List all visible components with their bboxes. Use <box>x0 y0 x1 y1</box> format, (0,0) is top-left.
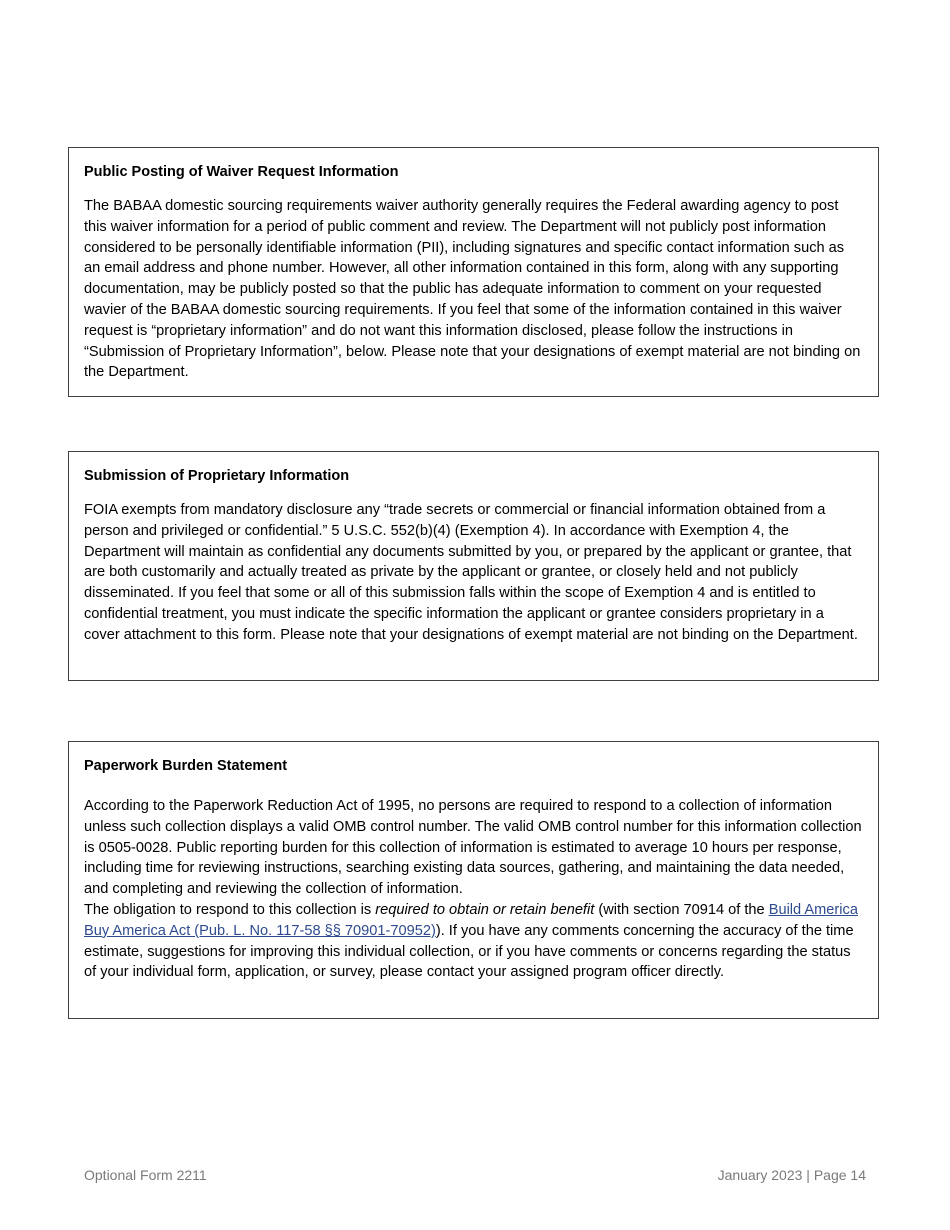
burden-paragraph: According to the Paperwork Reduction Act of 1995, no persons are required to respond to a collection of information unless such collection displays a valid OMB control number. The valid OMB control number for this information collection is 0505-0028. Public reporting burden for this collection of information is estimated to average 10 hours per response, including time for reviewing instructions, searching existing data sources, gathering, and maintaining the data needed, and completing and reviewing the collection of information. <box>84 798 862 898</box>
public-posting-section <box>68 147 879 397</box>
footer-form-number: Optional Form 2211 <box>84 1167 207 1183</box>
comments-text: ). If you have any comments concerning the accuracy of the time estimate, suggestions for improving this individual collection, or if you have comments or concerns regarding the status of your individual form, application, or survey, please contact your assigned program officer directly. <box>84 922 854 981</box>
obligation-text-cont: (with section 70914 of the <box>594 901 769 918</box>
section-title: Paperwork Burden Statement <box>84 758 288 774</box>
section-body: The BABAA domestic sourcing requirements waiver authority generally requires the Federal awarding agency to post this waiver information for a period of public comment and review. The Department will not publicly post information considered to be personally identifiable information (PII), including signatures and specific contact information such as an email address and phone number. However, all other information contained in this form, along with any supporting documentation, may be publicly posted so that the public has adequate information to comment on your requested wavier of the BABAA domestic sourcing requirements. If you feel that some of the information contained in this waiver request is “proprietary information” and do not want this information disclosed, please follow the instructions in “Submission of Proprietary Information”, below. Please note that your designations of exempt material are not binding on the Department. <box>84 198 861 381</box>
obligation-emphasis: required to obtain or retain benefit <box>375 901 595 918</box>
section-title: Public Posting of Waiver Request Information <box>84 164 399 180</box>
section-title: Submission of Proprietary Information <box>84 468 350 484</box>
babaa-act-link[interactable]: Build America Buy America Act (Pub. L. No. 117-58 §§ 70901-70952) <box>84 901 858 939</box>
footer-date-page: January 2023 | Page 14 <box>717 1167 866 1183</box>
paperwork-burden-section <box>68 741 879 1019</box>
section-body <box>84 796 863 983</box>
proprietary-information-section <box>68 451 879 681</box>
section-body: FOIA exempts from mandatory disclosure any “trade secrets or commercial or financial information obtained from a person and privileged or confidential.” 5 U.S.C. 552(b)(4) (Exemption 4). In accordance with Exemption 4, the Department will maintain as confidential any documents submitted by you, or prepared by the applicant or grantee, that are both customarily and actually treated as private by the applicant or grantee, or closely held and not publicly disseminated. If you feel that some or all of this submission falls within the scope of Exemption 4 and is entitled to confidential treatment, you must indicate the specific information the applicant or grantee considers proprietary in a cover attachment to this form. Please note that your designations of exempt material are not binding on the Department. <box>84 502 858 643</box>
obligation-text: The obligation to respond to this collection is <box>84 901 376 918</box>
